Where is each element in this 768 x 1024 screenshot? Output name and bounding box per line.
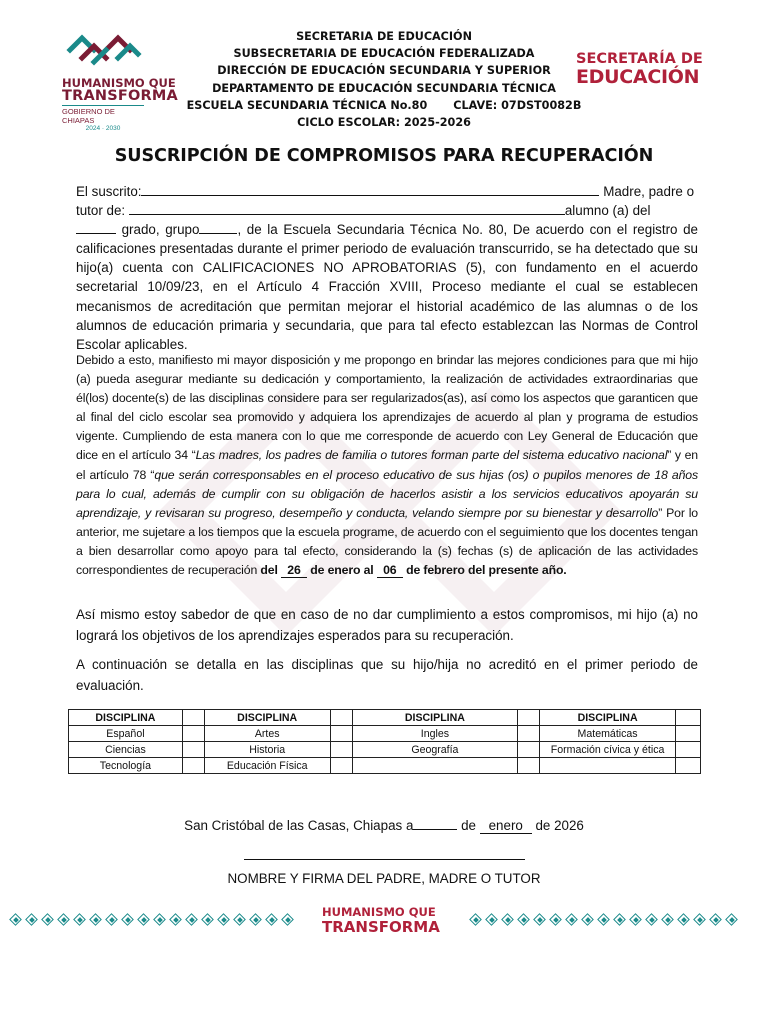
discipline-cell: Artes bbox=[204, 726, 330, 742]
check-cell[interactable] bbox=[518, 742, 540, 758]
disciplines-table bbox=[68, 709, 701, 774]
table-row bbox=[69, 742, 701, 758]
check-cell[interactable] bbox=[518, 710, 540, 726]
document-header bbox=[186, 28, 582, 131]
diamond-icon bbox=[710, 914, 722, 926]
diamond-icon bbox=[58, 914, 70, 926]
check-cell[interactable] bbox=[518, 758, 540, 774]
diamond-icon bbox=[282, 914, 294, 926]
diamond-icon bbox=[502, 914, 514, 926]
document-title: SUSCRIPCIÓN DE COMPROMISOS PARA RECUPERACIÓN bbox=[114, 146, 654, 166]
table-row bbox=[69, 726, 701, 742]
consequence-paragraph: Así mismo estoy sabedor de que en caso de no dar cumplimiento a estos compromisos, mi hijo (a) no logrará los objetivos de los aprendizajes esperados para su recuperación. bbox=[76, 607, 698, 643]
header-line: DIRECCIÓN DE EDUCACIÓN SECUNDARIA Y SUPERIOR bbox=[217, 64, 551, 78]
diamond-icon bbox=[154, 914, 166, 926]
diamond-icon bbox=[662, 914, 674, 926]
check-cell[interactable] bbox=[330, 742, 352, 758]
diamond-icon bbox=[26, 914, 38, 926]
header-school-row bbox=[186, 97, 582, 114]
check-cell[interactable] bbox=[182, 726, 204, 742]
header-line: SUBSECRETARIA DE EDUCACIÓN FEDERALIZADA bbox=[233, 47, 535, 61]
footer-slogan-line2: TRANSFORMA bbox=[322, 918, 440, 936]
diamond-icon bbox=[534, 914, 546, 926]
diamond-icon bbox=[10, 914, 22, 926]
logo-left-line1: HUMANISMO QUE bbox=[62, 76, 176, 90]
check-cell[interactable] bbox=[182, 742, 204, 758]
column-header: DISCIPLINA bbox=[540, 710, 676, 726]
check-cell[interactable] bbox=[675, 726, 700, 742]
column-header: DISCIPLINA bbox=[69, 710, 183, 726]
discipline-cell bbox=[540, 758, 676, 774]
suscrito-name-blank[interactable] bbox=[141, 182, 599, 196]
chiapas-government-logo bbox=[62, 30, 178, 132]
diamond-icon bbox=[630, 914, 642, 926]
day-blank[interactable] bbox=[413, 816, 457, 830]
logo-right-line2: EDUCACIÓN bbox=[576, 66, 700, 88]
column-header: DISCIPLINA bbox=[204, 710, 330, 726]
tutor-label: tutor de: bbox=[76, 203, 129, 219]
discipline-cell: Historia bbox=[204, 742, 330, 758]
footer-diamonds-right bbox=[470, 914, 738, 926]
header-line: SECRETARIA DE EDUCACIÓN bbox=[296, 30, 472, 43]
table-header-row bbox=[69, 710, 701, 726]
diamond-icon bbox=[726, 914, 738, 926]
grade-blank[interactable] bbox=[76, 220, 116, 234]
check-cell[interactable] bbox=[182, 710, 204, 726]
check-cell[interactable] bbox=[182, 758, 204, 774]
diamond-icon bbox=[486, 914, 498, 926]
logo-left-line3: GOBIERNO DE CHIAPAS bbox=[62, 105, 144, 125]
diamond-icon bbox=[550, 914, 562, 926]
footer-diamonds-left bbox=[10, 914, 294, 926]
discipline-cell: Educación Física bbox=[204, 758, 330, 774]
table-row bbox=[69, 758, 701, 774]
diamond-icon bbox=[74, 914, 86, 926]
diamond-icon bbox=[678, 914, 690, 926]
check-cell[interactable] bbox=[675, 710, 700, 726]
check-cell[interactable] bbox=[675, 758, 700, 774]
footer-slogan-line1: HUMANISMO QUE bbox=[322, 905, 436, 919]
footer-slogan-logo bbox=[322, 906, 450, 935]
logo-right-line1: SECRETARÍA DE bbox=[576, 51, 703, 67]
logo-left-line2: TRANSFORMA bbox=[62, 88, 178, 104]
diamond-icon bbox=[250, 914, 262, 926]
check-cell[interactable] bbox=[330, 726, 352, 742]
diamond-icon bbox=[518, 914, 530, 926]
signature-line[interactable] bbox=[244, 859, 525, 860]
check-cell[interactable] bbox=[330, 758, 352, 774]
diamond-icon bbox=[170, 914, 182, 926]
diamond-icon bbox=[90, 914, 102, 926]
logo-left-line4: 2024 · 2030 bbox=[85, 125, 121, 132]
diamond-icon bbox=[138, 914, 150, 926]
footer-band bbox=[0, 904, 768, 940]
discipline-cell bbox=[352, 758, 518, 774]
secretaria-educacion-logo bbox=[576, 51, 703, 88]
diamond-icon bbox=[598, 914, 610, 926]
discipline-cell: Ciencias bbox=[69, 742, 183, 758]
end-day: 06 bbox=[377, 563, 403, 578]
student-name-blank[interactable] bbox=[129, 201, 565, 215]
column-header: DISCIPLINA bbox=[352, 710, 518, 726]
group-blank[interactable] bbox=[199, 220, 237, 234]
diamond-icon bbox=[470, 914, 482, 926]
discipline-cell: Tecnología bbox=[69, 758, 183, 774]
school-name: ESCUELA SECUNDARIA TÉCNICA No.80 bbox=[186, 98, 428, 112]
discipline-cell: Geografía bbox=[352, 742, 518, 758]
diamond-icon bbox=[42, 914, 54, 926]
diamond-icon bbox=[646, 914, 658, 926]
diamond-icon bbox=[614, 914, 626, 926]
discipline-cell: Matemáticas bbox=[540, 726, 676, 742]
discipline-cell: Formación cívica y ética bbox=[540, 742, 676, 758]
start-day: 26 bbox=[281, 563, 307, 578]
check-cell[interactable] bbox=[518, 726, 540, 742]
diamond-icon bbox=[266, 914, 278, 926]
diamond-icon bbox=[234, 914, 246, 926]
discipline-cell: Español bbox=[69, 726, 183, 742]
diamond-icon bbox=[202, 914, 214, 926]
humanismo-emblem-icon bbox=[62, 30, 144, 68]
disciplines-intro: A continuación se detalla en las disciplinas que su hijo/hija no acreditó en el primer periodo de evaluación. bbox=[76, 657, 698, 693]
commitment-paragraph: Debido a esto, manifiesto mi mayor disposición y me propongo en brindar las mejores condiciones para que mi hijo (a) pueda asegurar mediante su dedicación y comportamiento, la realización de actividades extraordinarias que él(los) docente(s) de las disciplinas considere para ser regularizados(as), así como los aspectos que garanticen que al final del ciclo escolar sea promovido y adquiera los aprendizajes de acuerdo al plan y programa de estudios vigente. Cumpliendo de esta manera con lo que me corresponde de acuerdo con Ley General de Educación que dice en el artículo 34 “Las madres, los padres de familia o tutores forman parte del sistema educativo nacional” y en el artículo 78 “que serán corresponsables en el proceso educativo de sus hijas (os) o pupilos menores de 18 años para lo cual, además de cumplir con su obligación de hacerlos asistir a los servicios educativos apoyarán su aprendizaje, y revisaran su progreso, desempeño y conducta, velando siempre por su bienestar y desarrollo” Por lo anterior, me sujetare a los tiempos que la escuela programe, de acuerdo con el seguimiento que los docentes tengan a bien desarrollar como apoyo para tal efecto, considerando la (s) fechas (s) de aplicación de las actividades correspondientes de recuperación del 26 de enero al 06 de febrero del presente año. bbox=[76, 353, 699, 578]
diamond-icon bbox=[582, 914, 594, 926]
month-value: enero bbox=[480, 818, 532, 834]
diamond-icon bbox=[106, 914, 118, 926]
quote-article-34: Las madres, los padres de familia o tutores forman parte del sistema educativo nacional bbox=[195, 448, 668, 463]
diamond-icon bbox=[122, 914, 134, 926]
diamond-icon bbox=[694, 914, 706, 926]
suscrito-label: El suscrito: bbox=[76, 184, 142, 199]
diamond-icon bbox=[566, 914, 578, 926]
school-cycle: CICLO ESCOLAR: 2025-2026 bbox=[297, 116, 471, 130]
header-line: DEPARTAMENTO DE EDUCACIÓN SECUNDARIA TÉCNICA bbox=[212, 81, 556, 95]
discipline-cell: Ingles bbox=[352, 726, 518, 742]
signature-label: NOMBRE Y FIRMA DEL PADRE, MADRE O TUTOR bbox=[227, 871, 541, 886]
check-cell[interactable] bbox=[330, 710, 352, 726]
diamond-icon bbox=[186, 914, 198, 926]
place-date-line: San Cristóbal de las Casas, Chiapas a de enero de 2026 bbox=[184, 818, 584, 833]
intro-paragraph: El suscrito: Madre, padre o tutor de: alumno (a) del grado, grupo , de la Escuela Secundaria Técnica No. 80, De acuerdo con el registro de calificaciones presentadas durante el primer periodo de evaluación transcurrido, se ha detectado que su hijo(a) cuenta con CALIFICACIONES NO APROBATORIAS (5), con fundamento en el acuerdo secretarial 10/09/23, en el Artículo 4 Fracción XVIII, Proceso mediante el cual se establecen mecanismos de acreditación que permitan mejorar el historial académico de las alumnas o de los alumnos de educación primaria y secundaria, que para tal efecto establezcan las Normas de Control Escolar aplicables. bbox=[76, 184, 698, 352]
check-cell[interactable] bbox=[675, 742, 700, 758]
school-clave: CLAVE: 07DST0082B bbox=[453, 98, 582, 112]
quote-article-78: que serán corresponsables en el proceso educativo de sus hijas (os) o pupilos menores de 18 años para lo cual, además de cumplir con su obligación de hacerlos asistir a los servicios educativos apoyarán su aprendizaje, y revisaran su progreso, desempeño y conducta, velando siempre por su bienestar y desarrollo bbox=[76, 467, 698, 520]
diamond-icon bbox=[218, 914, 230, 926]
